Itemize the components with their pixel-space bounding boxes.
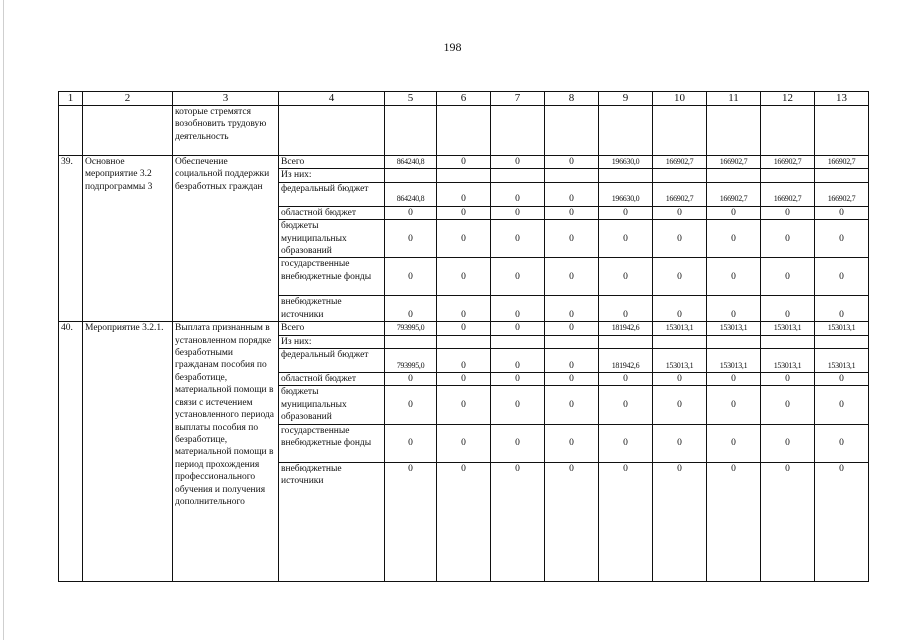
- continuation-row: [59, 106, 869, 156]
- amount-cell: 153013,1: [707, 322, 761, 335]
- amount-cell: 0: [599, 424, 653, 462]
- amount-cell: 0: [437, 156, 491, 169]
- measure-description: Обеспечение социальной поддержки безработных граждан: [173, 156, 279, 322]
- funding-source-label: государственные внебюджетные фонды: [279, 424, 385, 462]
- header-cell: 8: [545, 92, 599, 106]
- funding-source-label: федеральный бюджет: [279, 349, 385, 373]
- amount-cell: 0: [491, 462, 545, 581]
- funding-source-label: бюджеты муниципальных образований: [279, 220, 385, 258]
- amount-cell: 196630,0: [599, 156, 653, 169]
- amount-cell: 0: [491, 206, 545, 219]
- amount-cell: [545, 335, 599, 348]
- amount-cell: 0: [545, 220, 599, 258]
- amount-cell: 0: [761, 296, 815, 322]
- amount-cell: 0: [761, 258, 815, 296]
- amount-cell: [437, 335, 491, 348]
- amount-cell: 0: [545, 322, 599, 335]
- header-cell: 3: [173, 92, 279, 106]
- header-cell: 5: [385, 92, 437, 106]
- amount-cell: 0: [491, 349, 545, 373]
- amount-cell: 0: [653, 386, 707, 424]
- amount-cell: 0: [437, 258, 491, 296]
- amount-cell: 0: [761, 373, 815, 386]
- amount-cell: 0: [761, 462, 815, 581]
- amount-cell: 0: [815, 373, 869, 386]
- amount-cell: [707, 335, 761, 348]
- empty-cell: [59, 106, 83, 156]
- amount-cell: 0: [385, 258, 437, 296]
- amount-cell: 196630,0: [599, 182, 653, 206]
- amount-cell: [545, 169, 599, 182]
- amount-cell: 0: [761, 220, 815, 258]
- amount-cell: 0: [707, 424, 761, 462]
- amount-cell: 0: [437, 182, 491, 206]
- amount-cell: 0: [437, 373, 491, 386]
- amount-cell: 0: [385, 424, 437, 462]
- amount-cell: [653, 335, 707, 348]
- funding-source-label: областной бюджет: [279, 206, 385, 219]
- amount-cell: [599, 169, 653, 182]
- amount-cell: 0: [815, 258, 869, 296]
- amount-cell: 0: [599, 373, 653, 386]
- measure-name: Мероприятие 3.2.1.: [83, 322, 173, 581]
- funding-source-label: Из них:: [279, 169, 385, 182]
- amount-cell: 0: [653, 258, 707, 296]
- amount-cell: 0: [385, 386, 437, 424]
- header-cell: 10: [653, 92, 707, 106]
- empty-cell: [707, 106, 761, 156]
- amount-cell: [491, 169, 545, 182]
- amount-cell: [385, 169, 437, 182]
- amount-cell: 0: [385, 206, 437, 219]
- source-row: [59, 322, 869, 335]
- funding-source-label: Всего: [279, 322, 385, 335]
- funding-source-label: федеральный бюджет: [279, 182, 385, 206]
- amount-cell: [761, 169, 815, 182]
- amount-cell: 153013,1: [653, 322, 707, 335]
- amount-cell: 793995,0: [385, 322, 437, 335]
- amount-cell: [653, 169, 707, 182]
- funding-source-label: внебюджетные источники: [279, 296, 385, 322]
- amount-cell: 0: [653, 373, 707, 386]
- funding-source-label: бюджеты муниципальных образований: [279, 386, 385, 424]
- amount-cell: 0: [491, 322, 545, 335]
- amount-cell: 0: [761, 386, 815, 424]
- amount-cell: 0: [545, 206, 599, 219]
- amount-cell: 0: [707, 373, 761, 386]
- amount-cell: 0: [491, 182, 545, 206]
- header-cell: 2: [83, 92, 173, 106]
- amount-cell: 864240,8: [385, 182, 437, 206]
- amount-cell: 153013,1: [707, 349, 761, 373]
- amount-cell: 166902,7: [707, 182, 761, 206]
- amount-cell: 0: [491, 424, 545, 462]
- amount-cell: 0: [437, 296, 491, 322]
- amount-cell: 0: [437, 462, 491, 581]
- amount-cell: 0: [437, 220, 491, 258]
- amount-cell: 166902,7: [815, 182, 869, 206]
- amount-cell: 0: [545, 258, 599, 296]
- amount-cell: 0: [599, 220, 653, 258]
- amount-cell: 0: [491, 296, 545, 322]
- amount-cell: 0: [653, 462, 707, 581]
- amount-cell: 0: [437, 386, 491, 424]
- scan-edge-line: [3, 0, 4, 640]
- amount-cell: 864240,8: [385, 156, 437, 169]
- amount-cell: 153013,1: [815, 322, 869, 335]
- amount-cell: 0: [761, 424, 815, 462]
- measure-description: Выплата признанным в установленном порядке безработными гражданам пособия по безработице, материальной помощи в связи с истечением установленного периода выплаты пособия по безработице, материальной помощи в период прохождения профессионального обучения и получения дополнительного: [173, 322, 279, 581]
- continued-description: которые стремятся возобновить трудовую деятельность: [173, 106, 279, 156]
- header-row: [59, 92, 869, 106]
- budget-table: [58, 91, 869, 582]
- header-cell: 11: [707, 92, 761, 106]
- amount-cell: 793995,0: [385, 349, 437, 373]
- amount-cell: 0: [545, 386, 599, 424]
- amount-cell: 0: [707, 258, 761, 296]
- header-cell: 13: [815, 92, 869, 106]
- amount-cell: 181942,6: [599, 322, 653, 335]
- amount-cell: [761, 335, 815, 348]
- amount-cell: 166902,7: [761, 182, 815, 206]
- amount-cell: [815, 169, 869, 182]
- header-cell: 7: [491, 92, 545, 106]
- amount-cell: 0: [761, 206, 815, 219]
- amount-cell: [491, 335, 545, 348]
- amount-cell: [385, 335, 437, 348]
- amount-cell: 0: [707, 206, 761, 219]
- amount-cell: [599, 335, 653, 348]
- amount-cell: 166902,7: [707, 156, 761, 169]
- amount-cell: 0: [653, 206, 707, 219]
- funding-source-label: государственные внебюджетные фонды: [279, 258, 385, 296]
- amount-cell: 0: [385, 373, 437, 386]
- amount-cell: 153013,1: [761, 349, 815, 373]
- amount-cell: 0: [599, 462, 653, 581]
- amount-cell: 0: [815, 462, 869, 581]
- header-cell: 12: [761, 92, 815, 106]
- funding-source-label: Из них:: [279, 335, 385, 348]
- empty-cell: [761, 106, 815, 156]
- empty-cell: [437, 106, 491, 156]
- empty-cell: [653, 106, 707, 156]
- funding-source-label: Всего: [279, 156, 385, 169]
- amount-cell: 0: [385, 462, 437, 581]
- amount-cell: 166902,7: [653, 182, 707, 206]
- row-number: 40.: [59, 322, 83, 581]
- amount-cell: 0: [815, 206, 869, 219]
- amount-cell: 0: [707, 220, 761, 258]
- amount-cell: 0: [599, 206, 653, 219]
- measure-name: Основное мероприятие 3.2 подпрограммы 3: [83, 156, 173, 322]
- amount-cell: 0: [545, 156, 599, 169]
- row-number: 39.: [59, 156, 83, 322]
- empty-cell: [815, 106, 869, 156]
- amount-cell: 0: [599, 258, 653, 296]
- amount-cell: 0: [545, 373, 599, 386]
- header-cell: 1: [59, 92, 83, 106]
- header-cell: 4: [279, 92, 385, 106]
- empty-cell: [83, 106, 173, 156]
- amount-cell: 0: [437, 206, 491, 219]
- amount-cell: 0: [545, 296, 599, 322]
- amount-cell: 0: [491, 156, 545, 169]
- amount-cell: 0: [545, 462, 599, 581]
- amount-cell: 0: [653, 220, 707, 258]
- amount-cell: [815, 335, 869, 348]
- amount-cell: 0: [545, 349, 599, 373]
- amount-cell: 0: [491, 220, 545, 258]
- amount-cell: 166902,7: [815, 156, 869, 169]
- amount-cell: 0: [545, 182, 599, 206]
- amount-cell: 0: [815, 220, 869, 258]
- amount-cell: 0: [599, 386, 653, 424]
- amount-cell: 0: [491, 386, 545, 424]
- amount-cell: 0: [545, 424, 599, 462]
- amount-cell: 166902,7: [653, 156, 707, 169]
- amount-cell: 0: [815, 424, 869, 462]
- empty-cell: [385, 106, 437, 156]
- amount-cell: 181942,6: [599, 349, 653, 373]
- amount-cell: 0: [815, 386, 869, 424]
- amount-cell: 0: [437, 349, 491, 373]
- amount-cell: 0: [653, 424, 707, 462]
- empty-cell: [545, 106, 599, 156]
- amount-cell: 0: [707, 462, 761, 581]
- funding-source-label: областной бюджет: [279, 373, 385, 386]
- header-cell: 6: [437, 92, 491, 106]
- empty-cell: [491, 106, 545, 156]
- amount-cell: 0: [707, 296, 761, 322]
- page-number: 198: [443, 40, 462, 54]
- header-cell: 9: [599, 92, 653, 106]
- amount-cell: 0: [437, 322, 491, 335]
- amount-cell: 166902,7: [761, 156, 815, 169]
- amount-cell: 0: [491, 373, 545, 386]
- amount-cell: 153013,1: [653, 349, 707, 373]
- funding-source-label: внебюджетные источники: [279, 462, 385, 581]
- amount-cell: [707, 169, 761, 182]
- amount-cell: 0: [491, 258, 545, 296]
- empty-cell: [279, 106, 385, 156]
- amount-cell: 0: [385, 220, 437, 258]
- empty-cell: [599, 106, 653, 156]
- amount-cell: 0: [437, 424, 491, 462]
- amount-cell: 0: [385, 296, 437, 322]
- amount-cell: 153013,1: [761, 322, 815, 335]
- amount-cell: 0: [707, 386, 761, 424]
- source-row: [59, 156, 869, 169]
- amount-cell: 0: [653, 296, 707, 322]
- amount-cell: 0: [599, 296, 653, 322]
- amount-cell: [437, 169, 491, 182]
- amount-cell: 153013,1: [815, 349, 869, 373]
- amount-cell: 0: [815, 296, 869, 322]
